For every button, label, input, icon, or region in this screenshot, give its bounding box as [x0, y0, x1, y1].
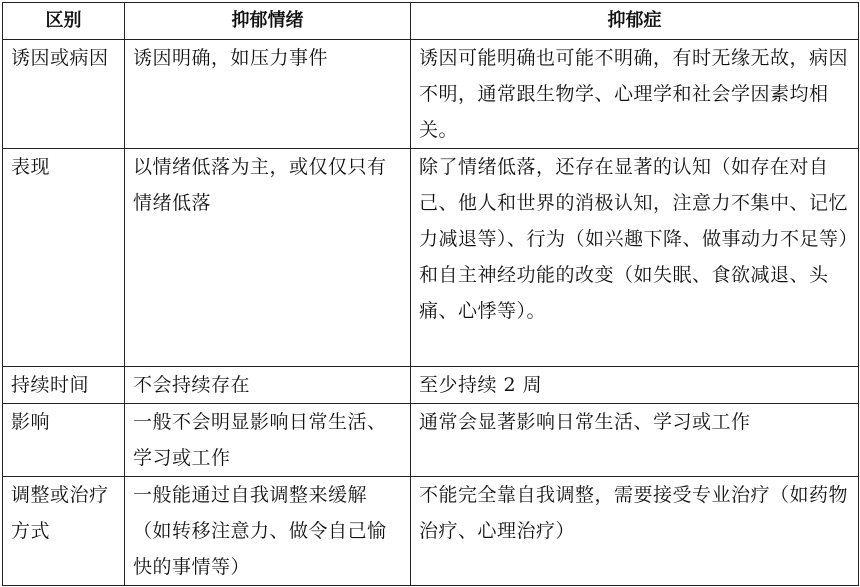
row-label: 表现: [3, 149, 125, 367]
table-row-manifestation: [3, 149, 859, 367]
disorder-cell: 通常会显著影响日常生活、学习或工作: [411, 404, 859, 477]
mood-cell: 不会持续存在: [125, 367, 411, 404]
header-difference: 区别: [3, 3, 125, 40]
disorder-cell: 除了情绪低落，还存在显著的认知（如存在对自己、他人和世界的消极认知，注意力不集中、记忆力减退等）、行为（如兴趣下降、做事动力不足等）和自主神经功能的改变（如失眠、食欲减退、头痛、心悸等）。: [411, 149, 859, 367]
disorder-cell: 至少持续 2 周: [411, 367, 859, 404]
row-label: 调整或治疗方式: [3, 477, 125, 586]
row-label: 持续时间: [3, 367, 125, 404]
table-header-row: [3, 3, 859, 40]
mood-cell: 以情绪低落为主，或仅仅只有情绪低落: [125, 149, 411, 367]
row-label: 诱因或病因: [3, 40, 125, 149]
table-row-duration: [3, 367, 859, 404]
mood-cell: 一般能通过自我调整来缓解（如转移注意力、做令自己愉快的事情等）: [125, 477, 411, 586]
disorder-cell: 诱因可能明确也可能不明确，有时无缘无故，病因不明，通常跟生物学、心理学和社会学因素均相关。: [411, 40, 859, 149]
header-depressed-mood: 抑郁情绪: [125, 3, 411, 40]
row-label: 影响: [3, 404, 125, 477]
comparison-table: [2, 2, 859, 586]
table-row-treatment: [3, 477, 859, 586]
mood-cell: 诱因明确，如压力事件: [125, 40, 411, 149]
disorder-cell: 不能完全靠自我调整，需要接受专业治疗（如药物治疗、心理治疗）: [411, 477, 859, 586]
table-row-cause: [3, 40, 859, 149]
table-row-impact: [3, 404, 859, 477]
header-depression-disorder: 抑郁症: [411, 3, 859, 40]
mood-cell: 一般不会明显影响日常生活、学习或工作: [125, 404, 411, 477]
